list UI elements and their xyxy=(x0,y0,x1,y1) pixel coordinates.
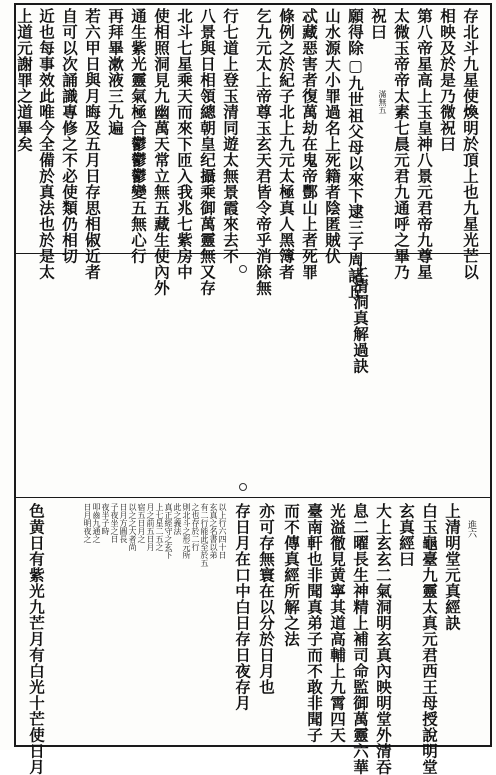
commentary-line: 日月明夜之 xyxy=(83,503,92,543)
text-column: 臺南軒也非聞真弟子而不敢非聞子 xyxy=(305,503,324,743)
text-column: 相映及於是乃微祝曰 xyxy=(438,8,457,152)
commentary-line: 此之義法 xyxy=(173,503,182,535)
text-column: 山水源大小罪過名上死籍者陰匿賊伏 xyxy=(323,8,342,264)
text-column: 息二曜長生神精上補司命監御萬靈六華 xyxy=(351,503,370,775)
commentary-line: 以之之大者尚 xyxy=(128,503,137,551)
text-column: 上道元謝罪之道畢矣 xyxy=(15,8,34,152)
commentary-line: 以上行六四十日 xyxy=(218,503,227,559)
text-column: 近也每事效此唯今全備於真法也於是太 xyxy=(37,8,56,280)
commentary-line: 有二行能此至於五 xyxy=(200,503,209,567)
text-column: 八景與日相領總朝皇纪攝乘御萬靈無又存 xyxy=(198,8,217,296)
text-column: 乞九元太上帝尊玉玄天君皆令帝乎消除無 xyxy=(254,8,273,296)
binding-hole-icon xyxy=(239,265,247,273)
text-column: 存日月在口中白日存日夜存月 xyxy=(233,503,252,711)
commentary-block xyxy=(83,503,226,567)
commentary-line: 夜半子時 xyxy=(101,503,110,535)
commentary-line: 叩齒九通之 xyxy=(92,503,101,543)
text-column: 白玉龜臺九靈太真元君西王母授說明堂 xyxy=(420,503,439,775)
text-column: 光溢徹見黄寧其道高輔上九霄四天 xyxy=(328,503,347,743)
text-column: 再拜畢漱液三九遍 xyxy=(106,8,125,136)
text-column: 太微玉帝帝太素七晨元君九通呼之畢乃 xyxy=(392,8,411,280)
commentary-line: 月之前五日月 xyxy=(146,503,155,551)
commentary-line: 則北斗之形元所 xyxy=(182,503,191,559)
text-column: 使相照洞見九幽萬天常立無五藏生使內外 xyxy=(152,8,171,296)
text-column: 若六甲日與月晦及五月日存思相俶近者 xyxy=(83,8,102,280)
text-column: 存北斗九星使煥明於頂上也九星光芒以 xyxy=(461,8,480,280)
text-column: 願得除▢九世祖父母以來下逮三子周諸丘 xyxy=(346,8,365,300)
text-column: 行七道上登玉清同遊太無景霞來去不 xyxy=(221,8,240,264)
small-note: 滿無五 xyxy=(378,90,387,114)
commentary-line: 上七星二五之 xyxy=(155,503,164,551)
text-column: 色黄日有紫光九芒月有白光十芒使日月 xyxy=(27,503,46,775)
text-column: 北斗七星乘天而來下匝入我兆七紫房中 xyxy=(175,8,194,280)
text-column: 自可以次誦識專修之不必使類仍相切 xyxy=(60,8,79,264)
text-column: 玄真經曰 xyxy=(397,503,416,567)
commentary-line: 宿五日月之 xyxy=(137,503,146,543)
commentary-line: 玄真之名書以弟 xyxy=(209,503,218,559)
commentary-line: 日月方圓長 xyxy=(119,503,128,543)
text-column: 亦可存無寰在以分於日月也 xyxy=(257,503,276,695)
section-title: 上清洞真解過訣 xyxy=(351,262,370,374)
panel-divider-bottom xyxy=(14,497,492,498)
text-column: 祝曰 xyxy=(369,8,388,40)
page-mark: 進六 xyxy=(466,520,476,538)
text-column: 第八帝星高上玉皇神八景元君帝九尊星 xyxy=(415,8,434,280)
commentary-line: 之也存於二行 xyxy=(191,503,200,551)
binding-hole-icon xyxy=(239,483,247,491)
text-column: 條例之於紀子北上九元太極真人黑簿者 xyxy=(277,8,296,280)
text-column: 而不傳真經所解之法 xyxy=(282,503,301,647)
text-column: 大上玄玄二氣洞明玄真內映明堂外清吞 xyxy=(374,503,393,775)
text-column: 通生紫光靈氣極合鬱鬱鬱變五無心行 xyxy=(129,8,148,264)
commentary-line: 子夜坐之日 xyxy=(110,503,119,543)
text-column: 忒藏惡害者復萬劫在鬼帝酆山上者死罪 xyxy=(300,8,319,280)
text-column: 上清明堂元真經訣 xyxy=(443,503,462,631)
commentary-line: 真正經守之玄下 xyxy=(164,503,173,559)
